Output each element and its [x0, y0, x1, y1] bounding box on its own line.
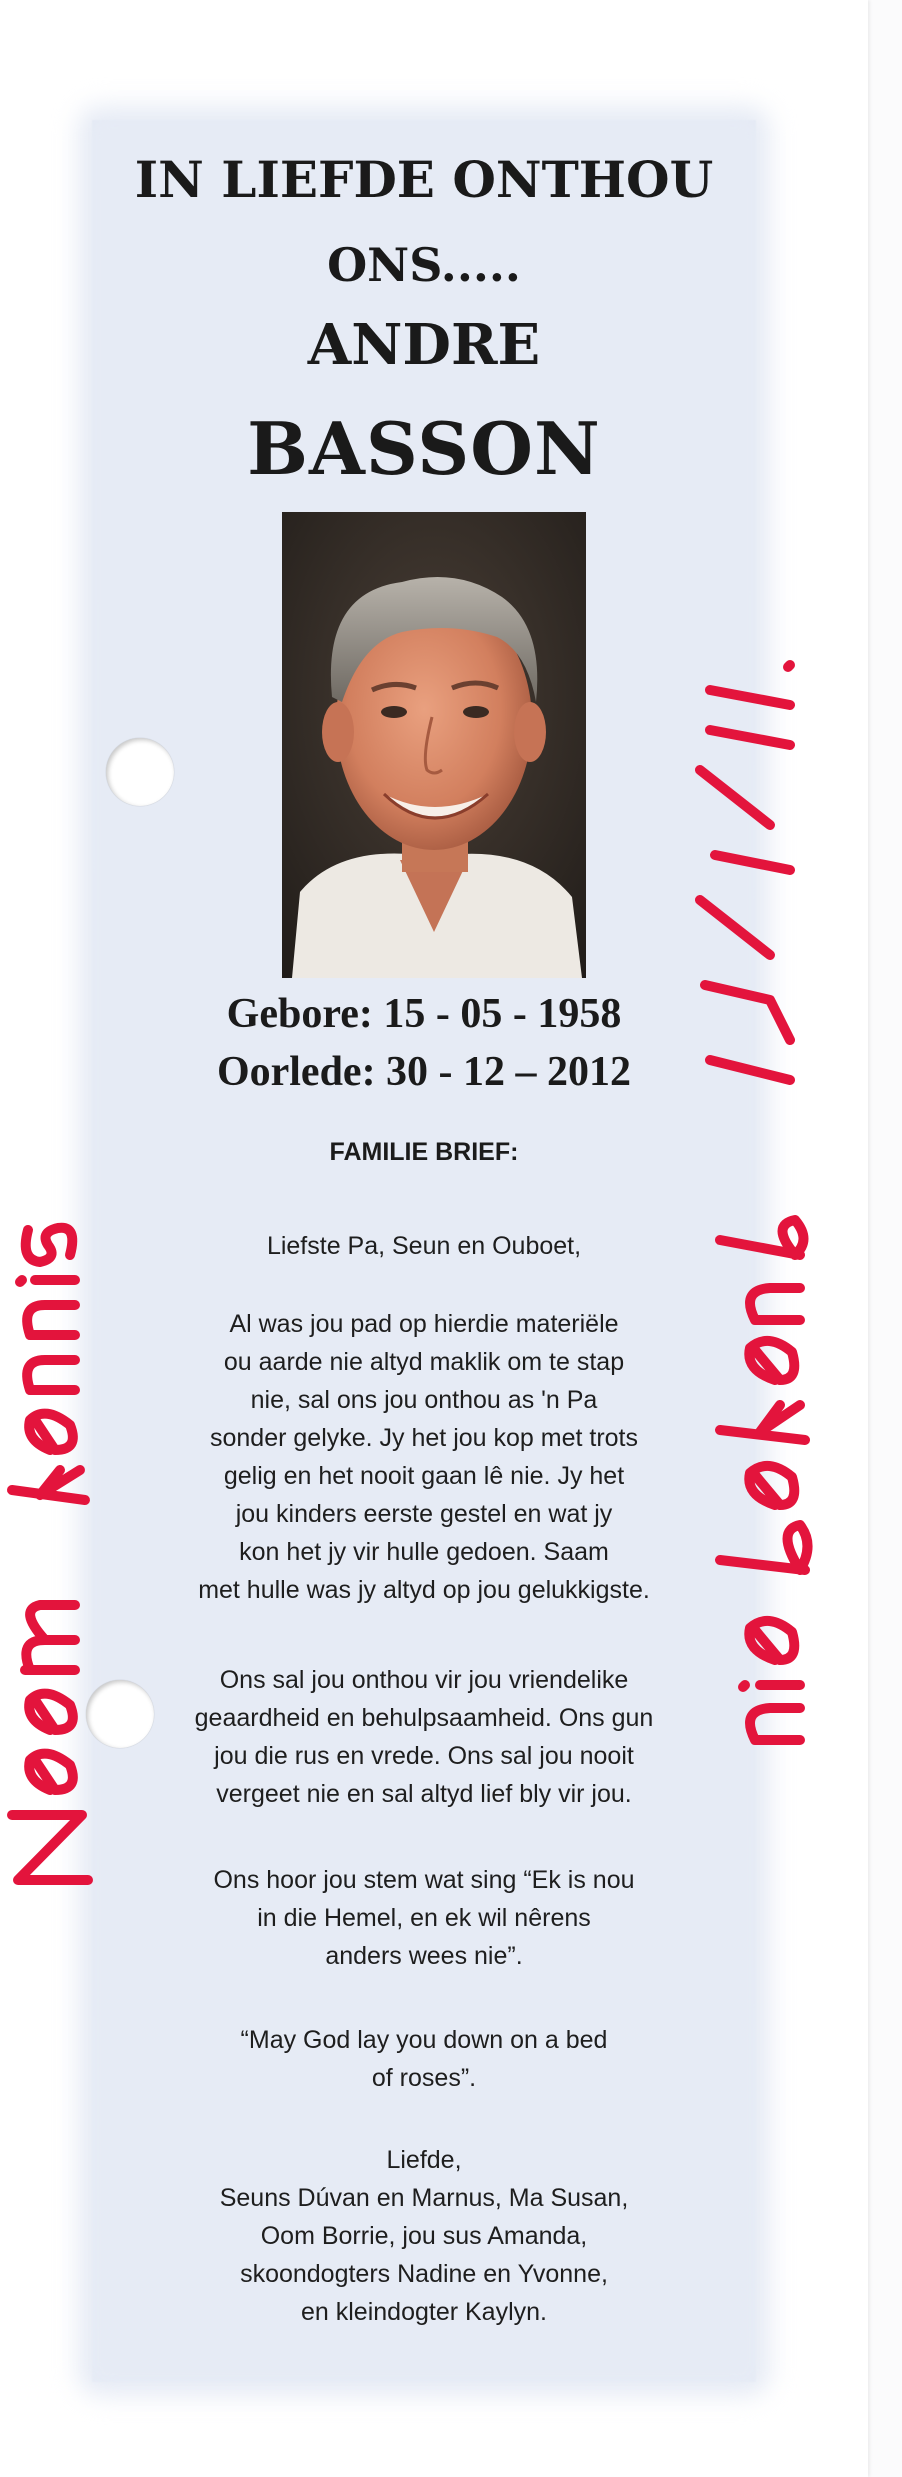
title-first-name: ANDRE [307, 312, 541, 378]
letter-line: kon het jy vir hulle gedoen. Saam [239, 1538, 609, 1566]
letter-line: Al was jou pad op hierdie materiële [229, 1310, 619, 1338]
letter-line: Ons sal jou onthou vir jou vriendelike [219, 1666, 629, 1694]
letter-line: sonder gelyke. Jy het jou kop met trots [210, 1424, 638, 1452]
letter-line: Seuns Dúvan en Marnus, Ma Susan, [219, 2184, 629, 2212]
letter-heading: FAMILIE BRIEF: [329, 1138, 519, 1166]
letter-line: en kleindogter Kaylyn. [301, 2298, 547, 2326]
letter-line: met hulle was jy altyd op jou gelukkigste. [198, 1576, 650, 1604]
letter-line: “May God lay you down on a bed [240, 2026, 608, 2054]
title-surname: BASSON [247, 406, 601, 491]
letter-line: Ons hoor jou stem wat sing “Ek is nou [213, 1866, 635, 1894]
death-date: Oorlede: 30 - 12 – 2012 [216, 1049, 632, 1095]
letter-line: geaardheid en behulpsaamheid. Ons gun [194, 1704, 654, 1732]
birth-date: Gebore: 15 - 05 - 1958 [226, 991, 622, 1037]
letter-line: skoondogters Nadine en Yvonne, [240, 2260, 608, 2288]
letter-line: Oom Borrie, jou sus Amanda, [260, 2222, 588, 2250]
title-in-liefde-onthou: IN LIEFDE ONTHOU [134, 150, 714, 209]
letter-line: vergeet nie en sal altyd lief bly vir jou. [216, 1780, 632, 1808]
title-ons: ONS..... [327, 238, 521, 292]
letter-line: Liefde, [386, 2146, 462, 2174]
letter-line: anders wees nie”. [325, 1942, 523, 1970]
letter-line: in die Hemel, en ek wil nêrens [257, 1904, 591, 1932]
letter-line: ou aarde nie altyd maklik om te stap [223, 1348, 625, 1376]
letter-line: of roses”. [371, 2064, 477, 2092]
letter-line: jou kinders eerste gestel en wat jy [235, 1500, 613, 1528]
handwriting-left-neem-kennis [12, 1228, 88, 1880]
letter-line: jou die rus en vrede. Ons sal jou nooit [214, 1742, 634, 1770]
letter-line: gelig en het nooit gaan lê nie. Jy het [223, 1462, 625, 1490]
handwriting-right-nie-bekend-date [700, 665, 808, 1740]
letter-line: Liefste Pa, Seun en Ouboet, [266, 1232, 582, 1260]
letter-line: nie, sal ons jou onthou as 'n Pa [250, 1386, 598, 1414]
